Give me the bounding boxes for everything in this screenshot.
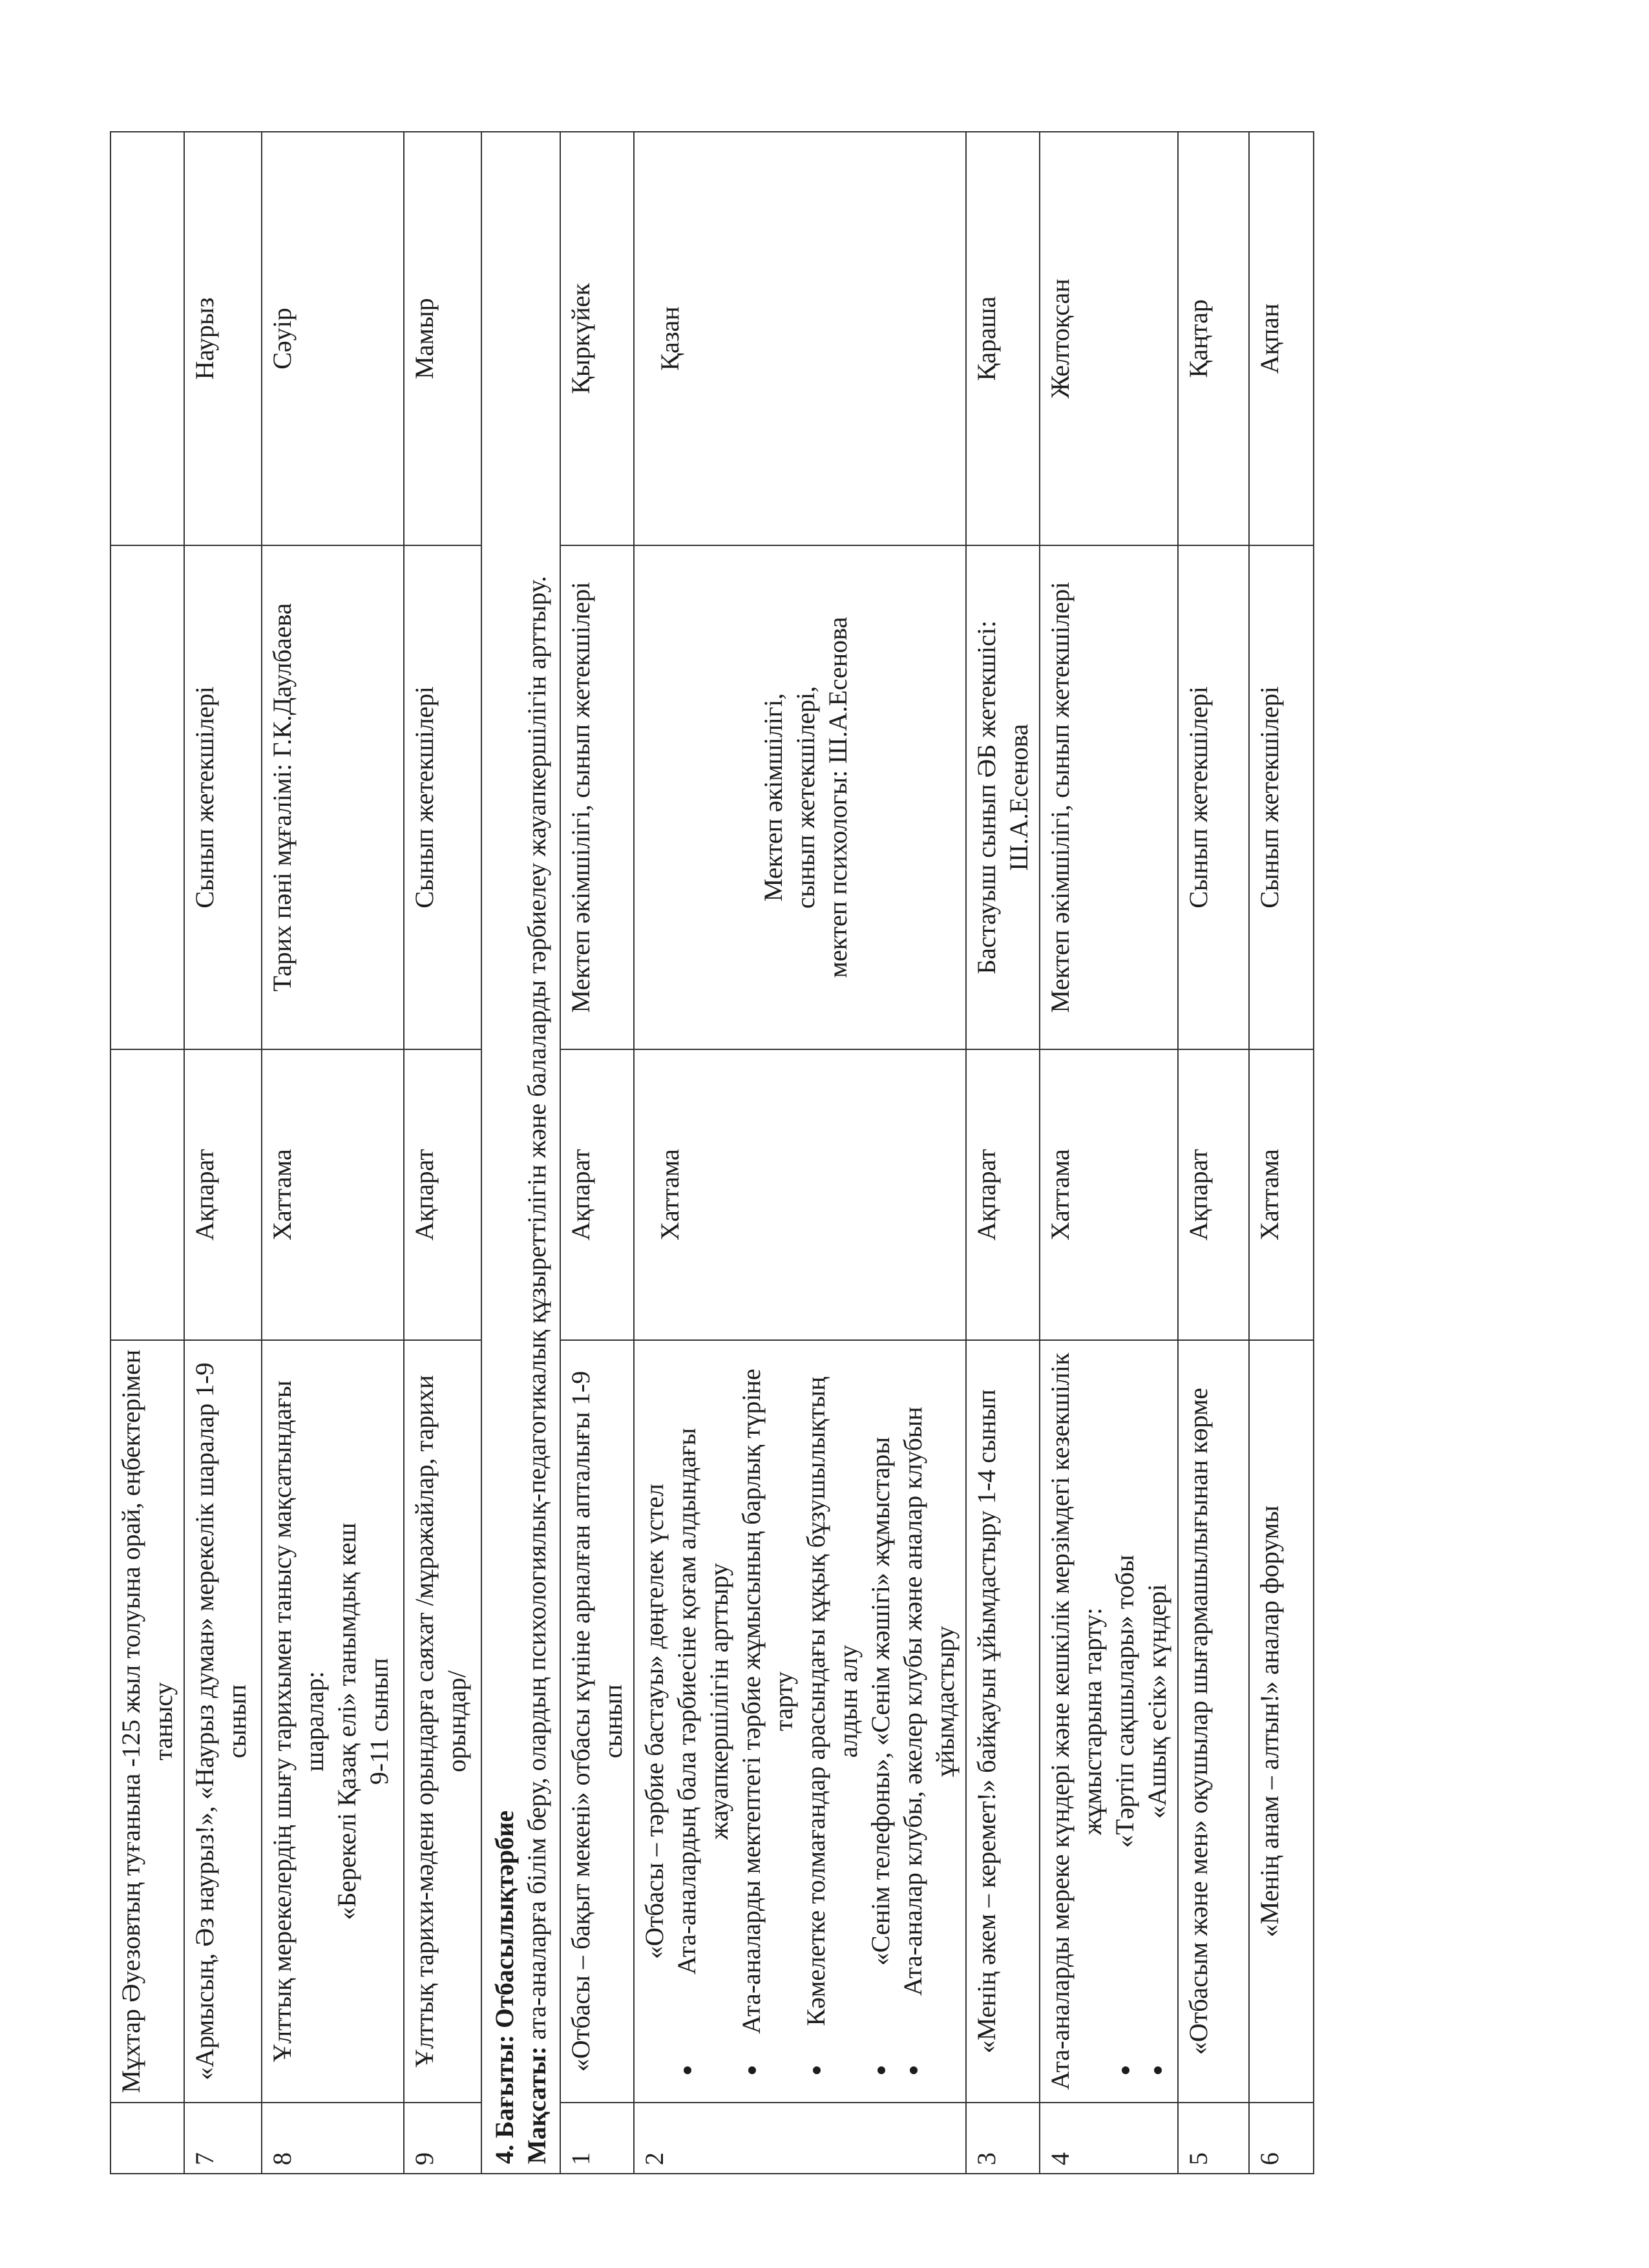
row-number: 7 (184, 2103, 262, 2174)
table-row (404, 132, 481, 2174)
form-cell: Ақпарат (184, 1049, 262, 1340)
row-number: 3 (966, 2103, 1040, 2174)
list-item: • Ата-аналардың бала тәрбиесіне қоғам алдындағы жауапкершілігін арттыру (671, 1349, 735, 2054)
form-cell: Ақпарат (404, 1049, 481, 1340)
goal-text: ата-аналарға білім беру, олардың психологиялық-педагогикалық құзыреттілігін және балаларды тәрбиелеу жауапкершілігін арттыру. (522, 576, 551, 2040)
responsible-cell (110, 545, 184, 1049)
event-cell: «Армысың, Әз наурыз!», «Наурыз думан» мерекелік шаралар 1-9 сынып (184, 1340, 262, 2103)
section-header (481, 132, 560, 2174)
list-item: • «Сенім телефоны», «Сенім жәшігі» жұмыстары (865, 1349, 897, 2054)
responsible-cell: Бастауыш сынып ӘБ жетекшісі: Ш.А.Есенова (966, 545, 1040, 1049)
event-cell: «Менің анам – алтын!» аналар форумы (1249, 1340, 1314, 2103)
event-line: «Берекелі Қазақ елі» танымдық кеш (332, 1522, 361, 1920)
time-cell: Мамыр (404, 132, 481, 545)
table-row (966, 132, 1040, 2174)
form-cell: Хаттама (634, 1049, 966, 1340)
form-cell: Хаттама (262, 1049, 404, 1340)
section-header-row (481, 132, 560, 2174)
responsible-line: мектеп психологы: Ш.А.Есенова (823, 616, 852, 978)
time-cell (110, 132, 184, 545)
form-cell: Ақпарат (1178, 1049, 1249, 1340)
responsible-cell: Сынып жетекшілері (404, 545, 481, 1049)
list-item: • Кәмелетке толмағандар арасындағы құқық бұзушылықтың алдын алу (800, 1349, 865, 2054)
form-cell: Ақпарат (966, 1049, 1040, 1340)
time-cell: Қаңтар (1178, 132, 1249, 545)
bullet-list (671, 1349, 961, 2094)
responsible-cell: Сынып жетекшілері (1249, 545, 1314, 1049)
responsible-cell: Мектеп әкімшілігі, сынып жетекшілері (1040, 545, 1178, 1049)
row-number: 9 (404, 2103, 481, 2174)
event-cell: Мұхтар Әуезовтың туғанына -125 жыл толуына орай, еңбектерімен танысу (110, 1340, 184, 2103)
row-number: 8 (262, 2103, 404, 2174)
section-goal (521, 142, 553, 2164)
event-cell: Ұлттық тарихи-мәдени орындарға саяхат /мұражайлар, тарихи орындар/ (404, 1340, 481, 2103)
time-cell: Қараша (966, 132, 1040, 545)
goal-label: Мақсаты: (522, 2046, 551, 2164)
rotated-page (110, 132, 1428, 2174)
time-cell: Наурыз (184, 132, 262, 545)
time-cell: Сәуір (262, 132, 404, 545)
table-row (184, 132, 262, 2174)
table-row (560, 132, 634, 2174)
bullet-list (1109, 1349, 1173, 2094)
time-cell: Қыркүйек (560, 132, 634, 545)
form-cell (110, 1049, 184, 1340)
responsible-cell: Тарих пәні мұғалімі: Г.К.Даулбаева (262, 545, 404, 1049)
list-item: • «Тәртіп сақшылары» тобы (1109, 1349, 1141, 2054)
form-cell: Хаттама (1040, 1049, 1178, 1340)
row-number (110, 2103, 184, 2174)
time-cell: Желтоқсан (1040, 132, 1178, 545)
row-number: 6 (1249, 2103, 1314, 2174)
table-row (1178, 132, 1249, 2174)
row-number: 1 (560, 2103, 634, 2174)
time-cell: Қазан (634, 132, 966, 545)
row-number: 2 (634, 2103, 966, 2174)
row-number: 5 (1178, 2103, 1249, 2174)
plan-table (110, 131, 1314, 2174)
table-row (110, 132, 184, 2174)
form-cell: Хаттама (1249, 1049, 1314, 1340)
event-cell (262, 1340, 404, 2103)
section-title: 4. Бағыты: Отбасылықтәрбие (490, 1811, 519, 2164)
list-item: • Ата-аналар клубы, әкелер клубы және аналар клубын ұйымдастыру (897, 1349, 961, 2054)
responsible-line: сынып жетекшілері, (791, 686, 820, 909)
event-cell (634, 1340, 966, 2103)
event-cell: «Отбасы – бақыт мекені» отбасы күніне арналған апталығы 1-9 сынып (560, 1340, 634, 2103)
table-row (1040, 132, 1178, 2174)
event-cell: «Отбасым және мен» оқушылар шығармашылығынан көрме (1178, 1340, 1249, 2103)
event-intro: Ата-аналарды мереке күндері және кешкілік мерзімдегі кезекшілік жұмыстарына тарту: (1045, 1352, 1107, 2090)
responsible-line: Мектеп әкімшілігі, (759, 693, 788, 902)
table-row (1249, 132, 1314, 2174)
list-item: • Ата-аналарды мектептегі тәрбие жұмысының барлық түріне тарту (735, 1349, 800, 2054)
responsible-cell (634, 545, 966, 1049)
event-line: 9-11 сынып (364, 1657, 394, 1785)
responsible-cell: Мектеп әкімшілігі, сынып жетекшілері (560, 545, 634, 1049)
event-cell (1040, 1340, 1178, 2103)
table-row (262, 132, 404, 2174)
row-number: 4 (1040, 2103, 1178, 2174)
responsible-cell: Сынып жетекшілері (1178, 545, 1249, 1049)
event-intro: «Отбасы – тәрбие бастауы» дөңгелек үстел (640, 1484, 669, 1959)
list-item: • «Ашық есік» күндері (1141, 1349, 1173, 2054)
time-cell: Ақпан (1249, 132, 1314, 545)
form-cell: Ақпарат (560, 1049, 634, 1340)
event-cell: «Менің әкем – керемет!» байқауын ұйымдастыру 1-4 сынып (966, 1340, 1040, 2103)
responsible-cell: Сынып жетекшілері (184, 545, 262, 1049)
event-line: Ұлттық мерекелердің шығу тарихымен танысу мақсатындағы шаралар: (268, 1380, 329, 2063)
table-row (634, 132, 966, 2174)
